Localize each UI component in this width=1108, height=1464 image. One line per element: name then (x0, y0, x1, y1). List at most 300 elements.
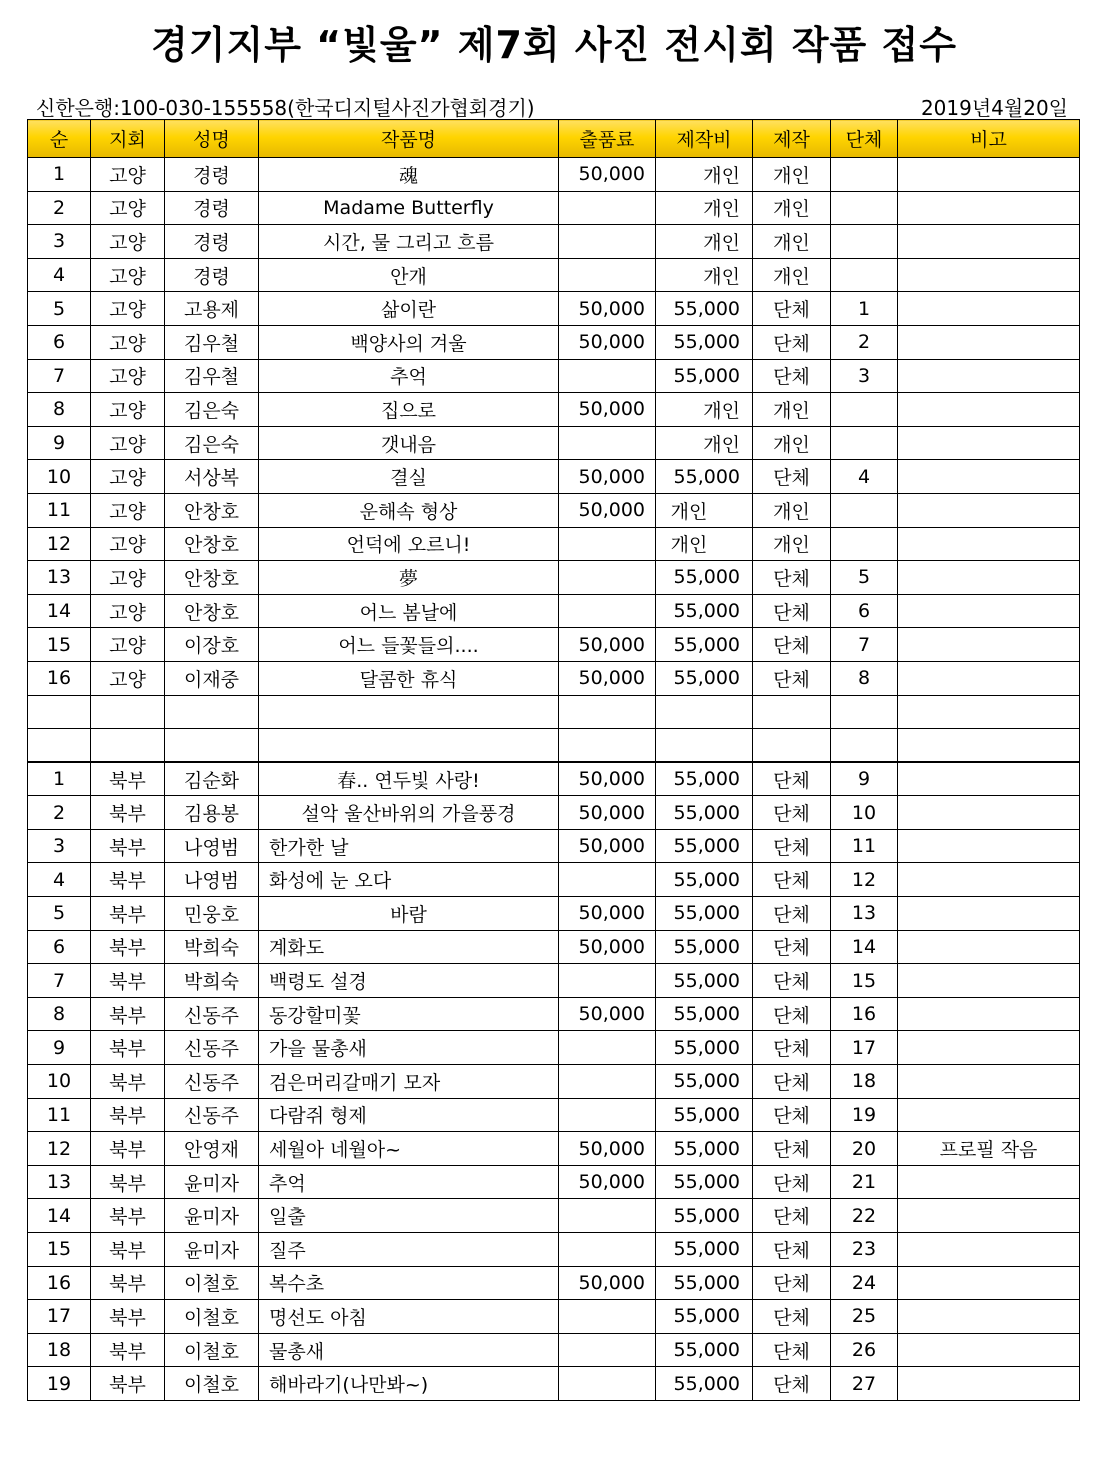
row-branch-cell: 북부 (91, 1031, 165, 1065)
row-fee-cell: 50,000 (559, 393, 656, 427)
row-production-cell: 단체 (753, 460, 831, 494)
row-production-cell: 개인 (753, 393, 831, 427)
row-fee-cell: 50,000 (559, 762, 656, 796)
row-group-cell: 17 (831, 1031, 898, 1065)
row-title-cell: 夢 (259, 561, 559, 595)
row-cost-cell: 개인 (656, 393, 753, 427)
row-group-cell: 23 (831, 1233, 898, 1267)
row-cost-cell: 개인 (656, 258, 753, 292)
row-cost-cell: 개인 (656, 225, 753, 259)
row-no-cell: 5 (28, 897, 91, 931)
header-cell-name: 성명 (165, 120, 259, 158)
row-no-cell: 16 (28, 661, 91, 695)
row-production-cell: 단체 (753, 1065, 831, 1099)
table-row (28, 796, 1080, 830)
row-no-cell: 12 (28, 1132, 91, 1166)
row-fee-cell (559, 1300, 656, 1334)
row-title-cell: 화성에 눈 오다 (259, 863, 559, 897)
row-no-cell: 12 (28, 527, 91, 561)
row-group-cell: 9 (831, 762, 898, 796)
row-title-cell: 세월아 네월아~ (259, 1132, 559, 1166)
table-row (28, 158, 1080, 192)
row-cost-cell: 55,000 (656, 561, 753, 595)
row-title-cell: 물총새 (259, 1333, 559, 1367)
table-row (28, 997, 1080, 1031)
row-cost-cell: 55,000 (656, 1333, 753, 1367)
row-note-cell (898, 1367, 1080, 1401)
table-row (28, 762, 1080, 796)
row-cost-cell: 55,000 (656, 325, 753, 359)
row-production-cell: 개인 (753, 493, 831, 527)
row-fee-cell (559, 1065, 656, 1099)
page-title: 경기지부 “빛울” 제7회 사진 전시회 작품 접수 (151, 23, 957, 67)
row-title-cell: 동강할미꽃 (259, 997, 559, 1031)
row-branch-cell: 북부 (91, 762, 165, 796)
row-group-cell: 25 (831, 1300, 898, 1334)
row-note-cell (898, 393, 1080, 427)
row-branch-cell: 고양 (91, 661, 165, 695)
row-name-cell: 신동주 (165, 1065, 259, 1099)
row-group-cell: 12 (831, 863, 898, 897)
row-branch-cell: 고양 (91, 493, 165, 527)
table-row (28, 1165, 1080, 1199)
row-group-cell: 27 (831, 1367, 898, 1401)
row-no-cell: 10 (28, 460, 91, 494)
row-name-cell: 안영재 (165, 1132, 259, 1166)
row-no-cell: 6 (28, 930, 91, 964)
row-note-cell (898, 359, 1080, 393)
table-row (28, 292, 1080, 326)
table-row (28, 1098, 1080, 1132)
row-production-cell: 개인 (753, 158, 831, 192)
row-production-cell: 단체 (753, 997, 831, 1031)
row-no-cell: 2 (28, 191, 91, 225)
row-note-cell (898, 191, 1080, 225)
row-group-cell: 13 (831, 897, 898, 931)
row-group-cell: 14 (831, 930, 898, 964)
row-cost-cell: 55,000 (656, 1266, 753, 1300)
row-group-cell: 1 (831, 292, 898, 326)
row-note-cell (898, 1065, 1080, 1099)
row-name-cell: 고용제 (165, 292, 259, 326)
row-name-cell: 이철호 (165, 1266, 259, 1300)
row-cost-cell: 55,000 (656, 930, 753, 964)
row-production-cell (753, 729, 831, 763)
row-fee-cell (559, 1367, 656, 1401)
row-branch-cell: 고양 (91, 325, 165, 359)
row-production-cell: 단체 (753, 1266, 831, 1300)
table-row (28, 897, 1080, 931)
row-branch-cell: 고양 (91, 258, 165, 292)
row-title-cell: 시간, 물 그리고 흐름 (259, 225, 559, 259)
header-cell-branch: 지회 (91, 120, 165, 158)
row-note-cell (898, 762, 1080, 796)
row-note-cell (898, 158, 1080, 192)
row-note-cell (898, 594, 1080, 628)
table-row (28, 527, 1080, 561)
row-group-cell (831, 493, 898, 527)
row-title-cell: 검은머리갈매기 모자 (259, 1065, 559, 1099)
row-note-cell (898, 628, 1080, 662)
row-note-cell (898, 527, 1080, 561)
table-row (28, 325, 1080, 359)
row-title-cell: 설악 울산바위의 가을풍경 (259, 796, 559, 830)
row-branch-cell: 북부 (91, 796, 165, 830)
row-title-cell: 백령도 설경 (259, 964, 559, 998)
header-cell-title: 작품명 (259, 120, 559, 158)
table-row (28, 1233, 1080, 1267)
row-note-cell (898, 1098, 1080, 1132)
row-no-cell: 6 (28, 325, 91, 359)
row-group-cell: 16 (831, 997, 898, 1031)
row-note-cell (898, 863, 1080, 897)
row-name-cell: 이철호 (165, 1333, 259, 1367)
row-note-cell (898, 1031, 1080, 1065)
row-name-cell: 이철호 (165, 1367, 259, 1401)
row-note-cell (898, 1300, 1080, 1334)
row-name-cell: 신동주 (165, 1098, 259, 1132)
row-branch-cell (91, 729, 165, 763)
row-no-cell: 17 (28, 1300, 91, 1334)
row-branch-cell: 고양 (91, 225, 165, 259)
row-name-cell: 경령 (165, 225, 259, 259)
row-production-cell: 단체 (753, 829, 831, 863)
row-name-cell: 경령 (165, 158, 259, 192)
row-production-cell: 단체 (753, 628, 831, 662)
row-fee-cell: 50,000 (559, 325, 656, 359)
table-row (28, 1266, 1080, 1300)
row-no-cell (28, 729, 91, 763)
row-name-cell: 신동주 (165, 1031, 259, 1065)
row-fee-cell (559, 1233, 656, 1267)
row-group-cell (831, 191, 898, 225)
row-branch-cell: 북부 (91, 1233, 165, 1267)
row-title-cell: 해바라기(나만봐~) (259, 1367, 559, 1401)
row-cost-cell: 55,000 (656, 1165, 753, 1199)
submission-table (27, 119, 1080, 1401)
row-title-cell: 어느 봄날에 (259, 594, 559, 628)
header-cell-no: 순 (28, 120, 91, 158)
row-note-cell (898, 460, 1080, 494)
row-cost-cell: 55,000 (656, 661, 753, 695)
row-title-cell (259, 695, 559, 729)
row-no-cell: 3 (28, 225, 91, 259)
row-fee-cell (559, 527, 656, 561)
row-production-cell: 단체 (753, 796, 831, 830)
row-fee-cell (559, 863, 656, 897)
row-title-cell: 일출 (259, 1199, 559, 1233)
row-title-cell: 달콤한 휴식 (259, 661, 559, 695)
row-fee-cell: 50,000 (559, 460, 656, 494)
row-title-cell: 백양사의 겨울 (259, 325, 559, 359)
row-production-cell: 단체 (753, 863, 831, 897)
row-title-cell: 바람 (259, 897, 559, 931)
row-no-cell: 16 (28, 1266, 91, 1300)
row-note-cell (898, 325, 1080, 359)
row-production-cell: 개인 (753, 225, 831, 259)
row-branch-cell: 북부 (91, 1132, 165, 1166)
row-group-cell (831, 527, 898, 561)
row-fee-cell: 50,000 (559, 1132, 656, 1166)
table-row (28, 393, 1080, 427)
row-cost-cell: 55,000 (656, 1367, 753, 1401)
row-production-cell: 단체 (753, 359, 831, 393)
row-name-cell (165, 695, 259, 729)
table-row (28, 225, 1080, 259)
row-name-cell: 김우철 (165, 325, 259, 359)
table-row (28, 1333, 1080, 1367)
row-cost-cell: 개인 (656, 426, 753, 460)
row-title-cell: 질주 (259, 1233, 559, 1267)
table-row (28, 493, 1080, 527)
table-row (28, 661, 1080, 695)
row-cost-cell: 55,000 (656, 460, 753, 494)
row-production-cell: 단체 (753, 1132, 831, 1166)
row-production-cell: 개인 (753, 258, 831, 292)
table-row (28, 1300, 1080, 1334)
row-name-cell: 신동주 (165, 997, 259, 1031)
row-name-cell (165, 729, 259, 763)
row-fee-cell: 50,000 (559, 158, 656, 192)
row-branch-cell: 북부 (91, 1367, 165, 1401)
row-group-cell: 3 (831, 359, 898, 393)
row-branch-cell: 북부 (91, 1266, 165, 1300)
row-cost-cell: 개인 (656, 527, 753, 561)
row-name-cell: 경령 (165, 191, 259, 225)
row-fee-cell: 50,000 (559, 493, 656, 527)
row-no-cell: 15 (28, 628, 91, 662)
table-row (28, 258, 1080, 292)
document-date: 2019년4월20일 (920, 96, 1068, 120)
row-name-cell: 이철호 (165, 1300, 259, 1334)
row-production-cell: 단체 (753, 661, 831, 695)
row-production-cell: 단체 (753, 762, 831, 796)
header-cell-fee: 출품료 (559, 120, 656, 158)
row-cost-cell: 55,000 (656, 964, 753, 998)
row-title-cell: 魂 (259, 158, 559, 192)
row-group-cell: 2 (831, 325, 898, 359)
row-no-cell: 4 (28, 863, 91, 897)
row-branch-cell: 북부 (91, 930, 165, 964)
row-branch-cell (91, 695, 165, 729)
row-title-cell: 계화도 (259, 930, 559, 964)
table-row (28, 695, 1080, 729)
table-header-row (28, 120, 1080, 158)
row-branch-cell: 고양 (91, 561, 165, 595)
row-no-cell: 18 (28, 1333, 91, 1367)
row-cost-cell: 55,000 (656, 897, 753, 931)
row-name-cell: 윤미자 (165, 1165, 259, 1199)
row-name-cell: 나영범 (165, 863, 259, 897)
row-production-cell: 개인 (753, 527, 831, 561)
row-note-cell (898, 1165, 1080, 1199)
row-group-cell (831, 158, 898, 192)
table-row (28, 1031, 1080, 1065)
row-group-cell: 20 (831, 1132, 898, 1166)
row-name-cell: 이재중 (165, 661, 259, 695)
row-production-cell: 단체 (753, 1098, 831, 1132)
table-row (28, 729, 1080, 763)
row-name-cell: 김은숙 (165, 393, 259, 427)
row-note-cell (898, 930, 1080, 964)
row-note-cell (898, 493, 1080, 527)
row-branch-cell: 북부 (91, 997, 165, 1031)
row-note-cell (898, 292, 1080, 326)
row-cost-cell: 개인 (656, 158, 753, 192)
row-name-cell: 이장호 (165, 628, 259, 662)
row-title-cell (259, 729, 559, 763)
row-group-cell: 4 (831, 460, 898, 494)
row-name-cell: 박희숙 (165, 964, 259, 998)
row-cost-cell: 55,000 (656, 594, 753, 628)
row-group-cell (831, 258, 898, 292)
row-no-cell: 5 (28, 292, 91, 326)
row-note-cell (898, 1333, 1080, 1367)
row-title-cell: 추억 (259, 359, 559, 393)
row-note-cell (898, 258, 1080, 292)
row-fee-cell (559, 426, 656, 460)
row-cost-cell: 55,000 (656, 762, 753, 796)
row-fee-cell (559, 191, 656, 225)
row-note-cell (898, 1266, 1080, 1300)
row-fee-cell (559, 1098, 656, 1132)
row-fee-cell (559, 561, 656, 595)
row-branch-cell: 북부 (91, 1165, 165, 1199)
table-row (28, 863, 1080, 897)
row-no-cell: 11 (28, 1098, 91, 1132)
table-row (28, 1065, 1080, 1099)
row-name-cell: 안창호 (165, 493, 259, 527)
row-no-cell: 9 (28, 426, 91, 460)
row-branch-cell: 북부 (91, 1199, 165, 1233)
row-no-cell: 3 (28, 829, 91, 863)
row-name-cell: 윤미자 (165, 1233, 259, 1267)
row-production-cell: 단체 (753, 964, 831, 998)
row-title-cell: 언덕에 오르니! (259, 527, 559, 561)
row-cost-cell: 55,000 (656, 1300, 753, 1334)
row-group-cell: 19 (831, 1098, 898, 1132)
row-cost-cell: 55,000 (656, 829, 753, 863)
row-title-cell: 명선도 아침 (259, 1300, 559, 1334)
row-branch-cell: 고양 (91, 191, 165, 225)
row-production-cell: 단체 (753, 325, 831, 359)
row-production-cell: 단체 (753, 1333, 831, 1367)
row-note-cell (898, 829, 1080, 863)
row-title-cell: 春.. 연두빛 사랑! (259, 762, 559, 796)
table-row (28, 1199, 1080, 1233)
row-no-cell: 11 (28, 493, 91, 527)
row-note-cell (898, 225, 1080, 259)
row-group-cell (831, 729, 898, 763)
row-cost-cell: 개인 (656, 191, 753, 225)
row-no-cell: 9 (28, 1031, 91, 1065)
row-group-cell: 15 (831, 964, 898, 998)
row-group-cell (831, 695, 898, 729)
row-note-cell (898, 1199, 1080, 1233)
table-row (28, 964, 1080, 998)
row-title-cell: 집으로 (259, 393, 559, 427)
row-title-cell: 운해속 형상 (259, 493, 559, 527)
row-branch-cell: 고양 (91, 158, 165, 192)
row-title-cell: 안개 (259, 258, 559, 292)
row-group-cell (831, 393, 898, 427)
row-title-cell: 결실 (259, 460, 559, 494)
row-production-cell: 단체 (753, 1367, 831, 1401)
table-row (28, 1367, 1080, 1401)
table-row (28, 359, 1080, 393)
row-cost-cell (656, 729, 753, 763)
row-note-cell (898, 695, 1080, 729)
table-row (28, 829, 1080, 863)
row-cost-cell: 55,000 (656, 1132, 753, 1166)
row-branch-cell: 북부 (91, 964, 165, 998)
row-fee-cell: 50,000 (559, 661, 656, 695)
row-fee-cell (559, 729, 656, 763)
row-cost-cell: 55,000 (656, 1065, 753, 1099)
row-title-cell: 갯내음 (259, 426, 559, 460)
row-name-cell: 김순화 (165, 762, 259, 796)
row-no-cell: 15 (28, 1233, 91, 1267)
row-fee-cell: 50,000 (559, 829, 656, 863)
header-cell-cost: 제작비 (656, 120, 753, 158)
row-fee-cell: 50,000 (559, 897, 656, 931)
row-note-cell (898, 661, 1080, 695)
table-row (28, 594, 1080, 628)
row-branch-cell: 북부 (91, 863, 165, 897)
row-no-cell: 1 (28, 158, 91, 192)
row-production-cell: 단체 (753, 1165, 831, 1199)
row-branch-cell: 고양 (91, 628, 165, 662)
row-no-cell: 10 (28, 1065, 91, 1099)
row-fee-cell (559, 359, 656, 393)
header-cell-note: 비고 (898, 120, 1080, 158)
table-row (28, 460, 1080, 494)
row-cost-cell: 55,000 (656, 1098, 753, 1132)
row-branch-cell: 북부 (91, 1098, 165, 1132)
row-cost-cell: 55,000 (656, 1031, 753, 1065)
row-group-cell: 7 (831, 628, 898, 662)
row-note-cell (898, 561, 1080, 595)
row-title-cell: 한가한 날 (259, 829, 559, 863)
row-no-cell: 8 (28, 997, 91, 1031)
row-name-cell: 안창호 (165, 561, 259, 595)
row-cost-cell: 55,000 (656, 292, 753, 326)
row-group-cell: 11 (831, 829, 898, 863)
row-fee-cell: 50,000 (559, 292, 656, 326)
row-fee-cell (559, 1333, 656, 1367)
row-fee-cell: 50,000 (559, 628, 656, 662)
row-name-cell: 김용봉 (165, 796, 259, 830)
row-branch-cell: 북부 (91, 1333, 165, 1367)
row-no-cell: 13 (28, 1165, 91, 1199)
row-branch-cell: 고양 (91, 460, 165, 494)
row-no-cell: 19 (28, 1367, 91, 1401)
row-title-cell: 다람쥐 형제 (259, 1098, 559, 1132)
table-row (28, 1132, 1080, 1166)
row-no-cell: 14 (28, 1199, 91, 1233)
row-group-cell: 26 (831, 1333, 898, 1367)
row-branch-cell: 북부 (91, 897, 165, 931)
row-group-cell: 24 (831, 1266, 898, 1300)
row-note-cell (898, 426, 1080, 460)
row-production-cell: 개인 (753, 191, 831, 225)
row-note-cell (898, 897, 1080, 931)
table-row (28, 930, 1080, 964)
table-row (28, 561, 1080, 595)
header-cell-production: 제작 (753, 120, 831, 158)
row-cost-cell: 55,000 (656, 628, 753, 662)
row-fee-cell: 50,000 (559, 1266, 656, 1300)
